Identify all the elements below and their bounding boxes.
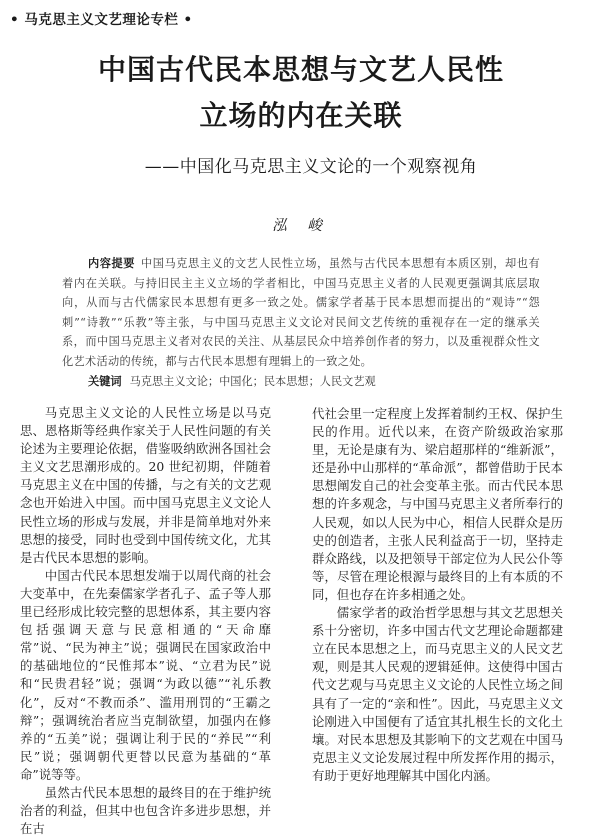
keywords-text: 马克思主义文论；中国化；民本思想；人民文艺观	[129, 375, 376, 388]
abstract-text: 中国马克思主义的文艺人民性立场，虽然与古代民本思想有本质区别，却也有着内在关联。与持旧民主主义立场的学者相比，中国马克思主义者的人民观更强调其底层取向，从而与古代儒家民本思想有更多一致之处。儒家学者基于民本思想而提出的“观诗”“怨刺”“诗教”“乐教”等主张，与中国马克思主义文论对民间文艺传统的重视存在一定的继承关系，而中国马克思主义者对农民的关注、从基层民众中培养创作者的努力，以及重视群众性文化艺术活动的传统，都与古代民本思想有理辑上的一致之处。	[62, 257, 541, 368]
body-paragraph: 虽然古代民本思想的最终目的在于维护统治者的利益，但其中也包含许多进步思想，并在古	[20, 784, 271, 837]
author-name: 泓 峻	[272, 218, 330, 234]
article-title-line-1: 中国古代民本思想与文艺人民性	[97, 53, 504, 86]
body-column-left	[20, 404, 271, 838]
body-paragraph: 代社会里一定程度上发挥着制约王权、保护生民的作用。近代以来，在资产阶级政治家那里，无论是康有为、梁启超那样的“维新派”，还是孙中山那样的“革命派”，都曾借助于民本思想阐发自己的社会变革主张。而古代民本思想的许多观念，与中国马克思主义者所奉行的人民观，如以人民为中心，相信人民群众是历史的创造者，主张人民利益高于一切，坚持走群众路线，以及把领导干部定位为人民公仆等等，尽管在理论根源与最终目的上有本质的不同，但也存在许多相通之处。	[312, 406, 563, 602]
column-tag: • 马克思主义文艺理论专栏 •	[10, 12, 193, 28]
body-paragraph: 儒家学者的政治哲学思想与其文艺思想关系十分密切，许多中国古代文艺理论命题都建立在民本思想之上，而马克思主义的人民文艺观，则是其人民观的逻辑延伸。这使得中国古代文艺观与马克思主义文论的人民性立场之间具有了一定的“亲和性”。因此，马克思主义文论刚进入中国便有了适宜其扎根生长的文化土壤。对民本思想及其影响下的文艺观在中国马克思主义文论发展过程中所发挥作用的揭示，有助于更好地理解其中国化内涵。	[312, 605, 563, 783]
body-paragraph: 中国古代民本思想发端于以周代商的社会大变革中，在先秦儒家学者孔子、孟子等人那里已经形成比较完整的思想体系，其主要内容包括强调天意与民意相通的“天命靡常”说、“民为神主”说；强调民在国家政治中的基础地位的“民惟邦本”说、“立君为民”说和“民贵君轻”说；强调“为政以德”“礼乐教化”，反对“不教而杀”、滥用刑罚的“王霸之辩”；强调统治者应当克制欲望，加强内在修养的“五美”说；强调让利于民的“养民”“利民”说；强调朝代更替以民意为基础的“革命”说等等。	[20, 567, 271, 782]
abstract-label: 内容提要	[88, 257, 135, 270]
abstract	[62, 254, 540, 372]
article-subtitle: ——中国化马克思主义文论的一个观察视角	[144, 157, 478, 177]
body-paragraph: 马克思主义文论的人民性立场是以马克思、恩格斯等经典作家关于人民性问题的有关论述为主要理论依据，借鉴吸纳欧洲各国社会主义文艺思潮形成的。20 世纪初期，伴随着马克思主义在中国的传播，与之有关的文艺观念也开始进入中国。而中国马克思主义文论人民性立场的形成与发展，并非是简单地对外来思想的接受，同时也受到中国传统文化，尤其是古代民本思想的影响。	[20, 405, 271, 565]
article-title-line-2: 立场的内在关联	[199, 99, 403, 132]
body-column-right	[312, 405, 563, 785]
keywords-label: 关键词	[88, 375, 122, 388]
keywords	[88, 372, 548, 391]
